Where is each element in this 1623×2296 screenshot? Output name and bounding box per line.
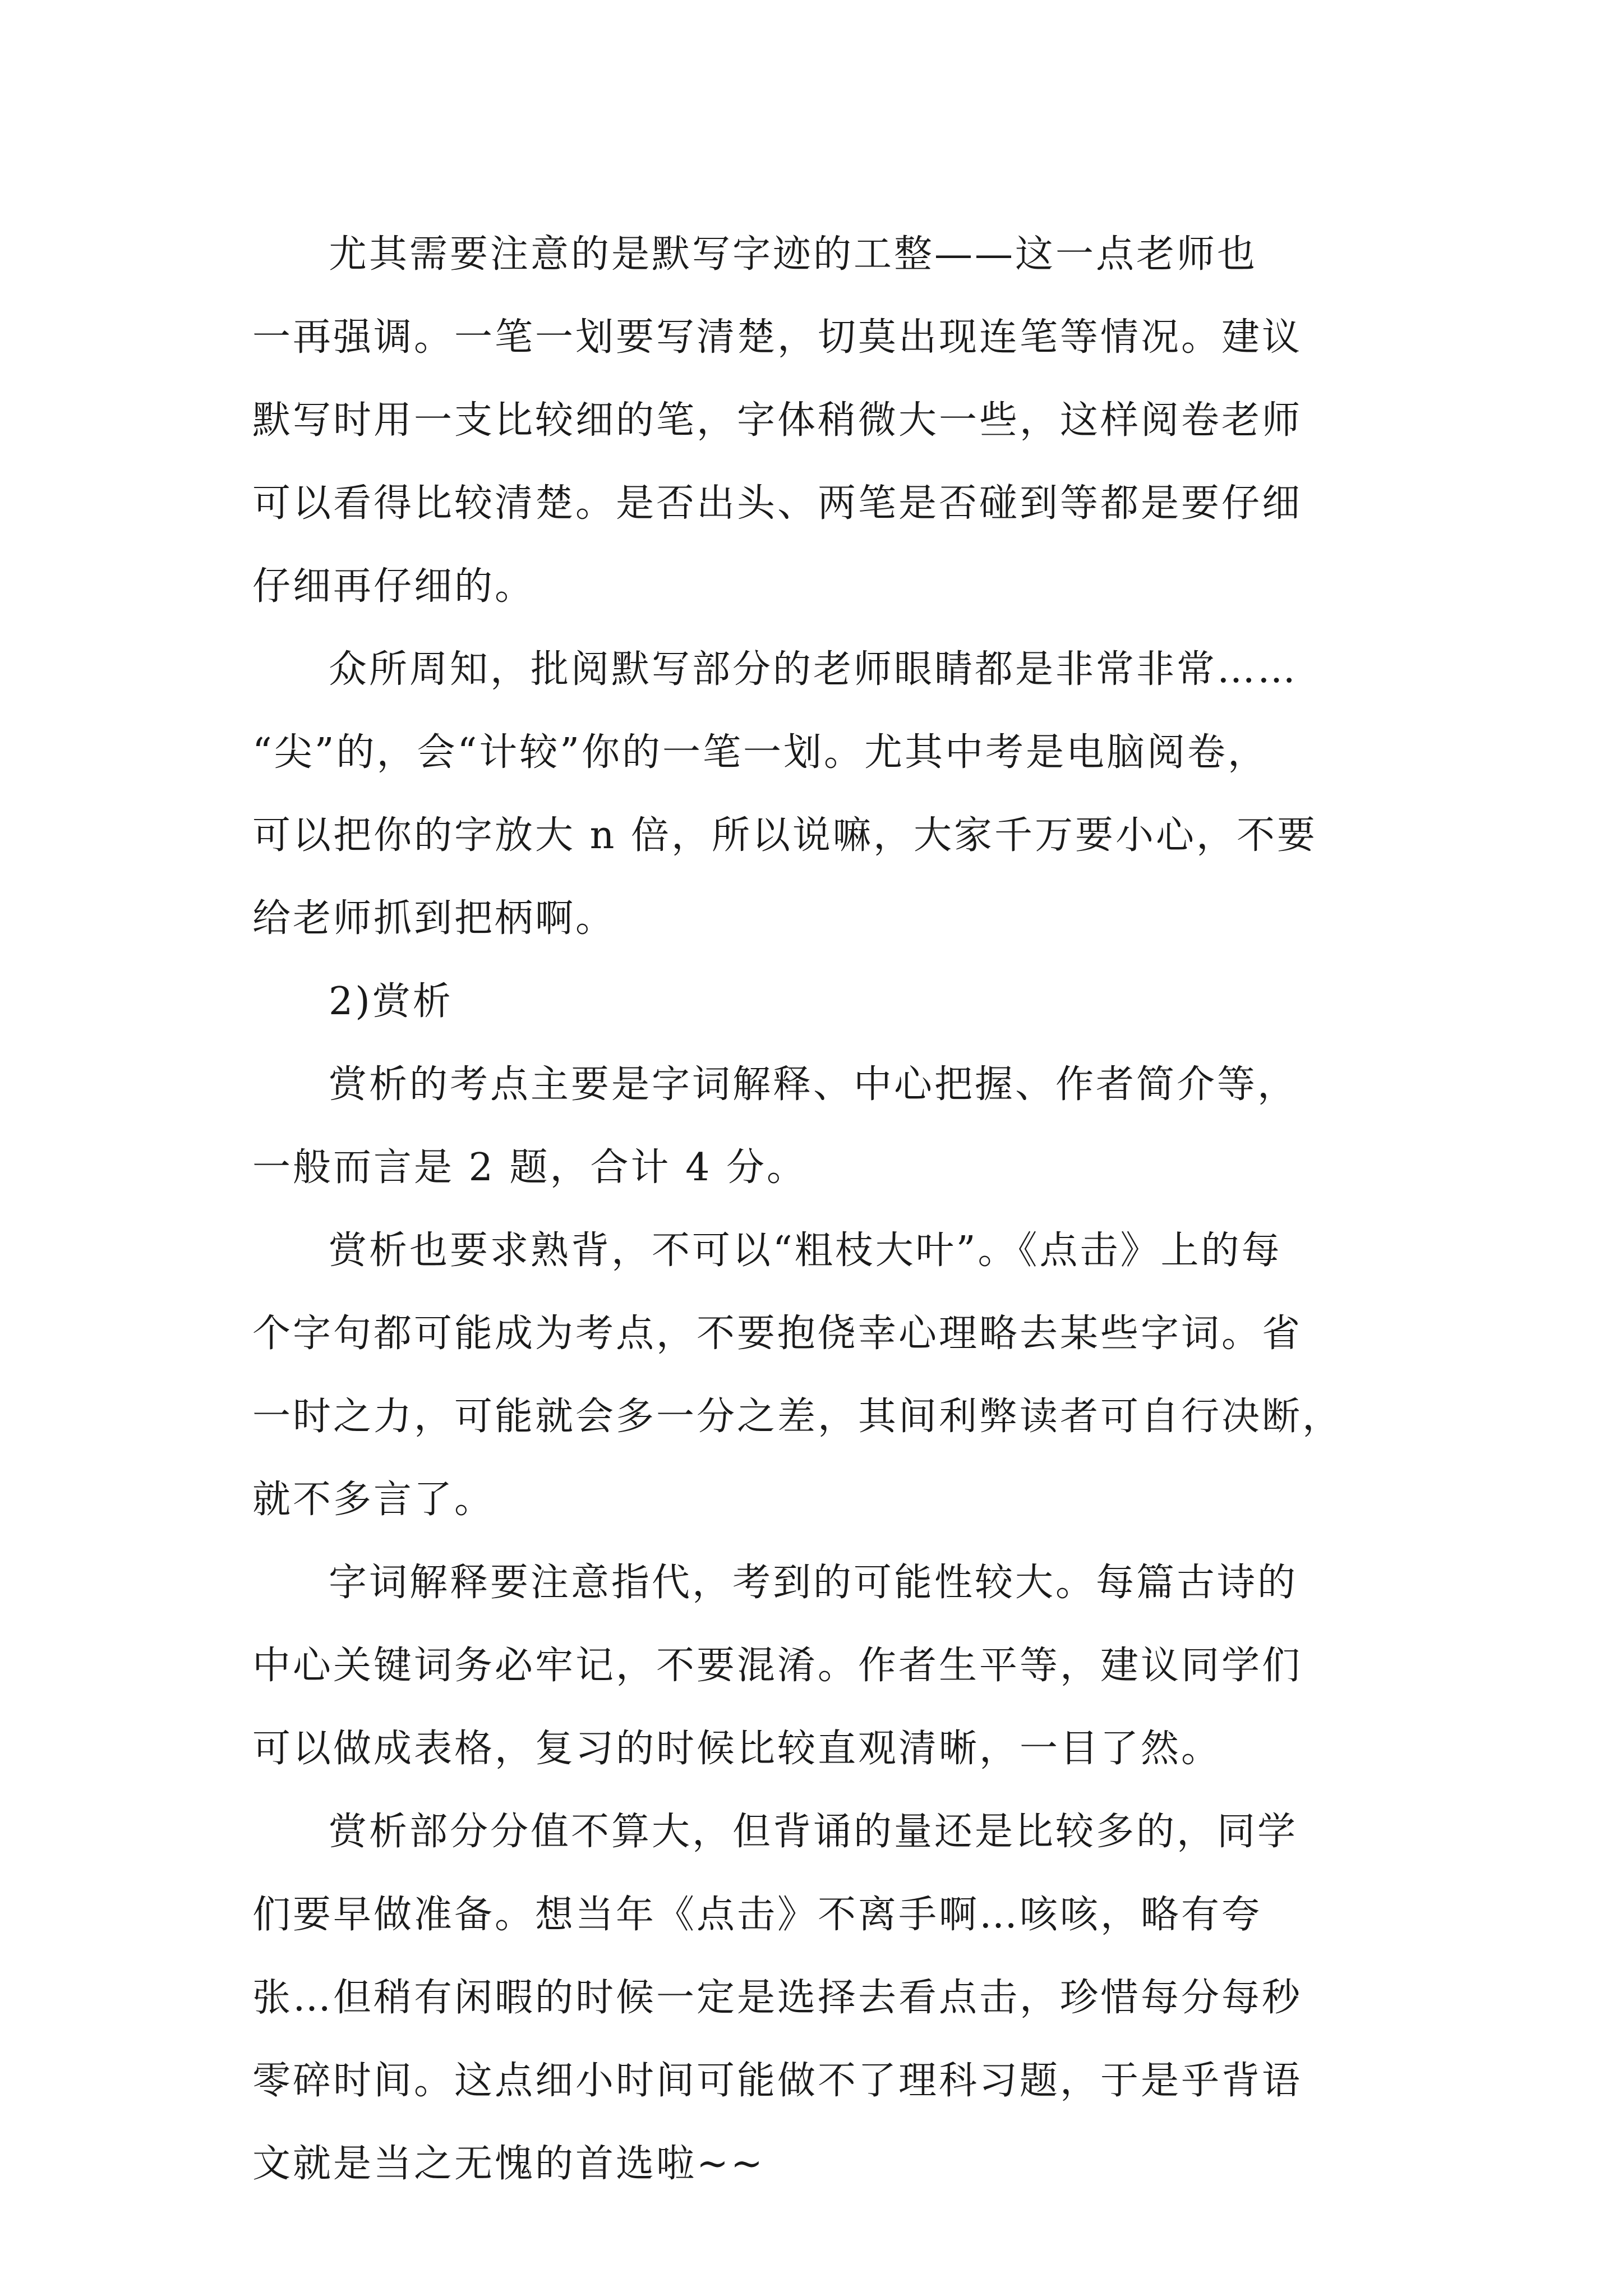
paragraph-handwriting-neatness: 尤其需要注意的是默写字迹的工整——这一点老师也 一再强调。一笔一划要写清楚，切莫出现连笔等情况。建议 默写时用一支比较细的笔，字体稍微大一些，这样阅卷老师 可以看得比较清楚。是否出头、两笔是否碰到等都是要仔细 仔细再仔细的。 (252, 232, 1303, 609)
paragraph-memorize-thoroughly: 赏析也要求熟背，不可以“粗枝大叶”。《点击》上的每 个字句都可能成为考点，不要抱侥幸心理略去某些字词。省 一时之力，可能就会多一分之差，其间利弊读者可自行决断， 就不多言了。 (252, 1228, 1343, 1522)
paragraph-grader-scrutiny: 众所周知，批阅默写部分的老师眼睛都是非常非常…… “尖”的，会“计较”你的一笔一划。尤其中考是电脑阅卷， 可以把你的字放大 n 倍，所以说嘛，大家千万要小心，不要 给老师抓到把柄啊。 (252, 647, 1318, 941)
paragraph-prepare-early: 赏析部分分值不算大，但背诵的量还是比较多的，同学 们要早做准备。想当年《点击》不离手啊…咳咳，略有夸 张…但稍有闲暇的时候一定是选择去看点击，珍惜每分每秒 零碎时间。这点细小时间可能做不了理科习题，于是乎背语 文就是当之无愧的首选啦~~ (252, 1810, 1303, 2186)
section-heading-appreciation: 2)赏析 (329, 979, 453, 1024)
paragraph-word-explanation: 字词解释要注意指代，考到的可能性较大。每篇古诗的 中心关键词务必牢记，不要混淆。作者生平等，建议同学们 可以做成表格，复习的时候比较直观清晰，一目了然。 (252, 1561, 1303, 1771)
paragraph-appreciation-scope: 赏析的考点主要是字词解释、中心把握、作者简介等， 一般而言是 2 题，合计 4 分。 (252, 1062, 1298, 1190)
document-page (252, 213, 1391, 2206)
